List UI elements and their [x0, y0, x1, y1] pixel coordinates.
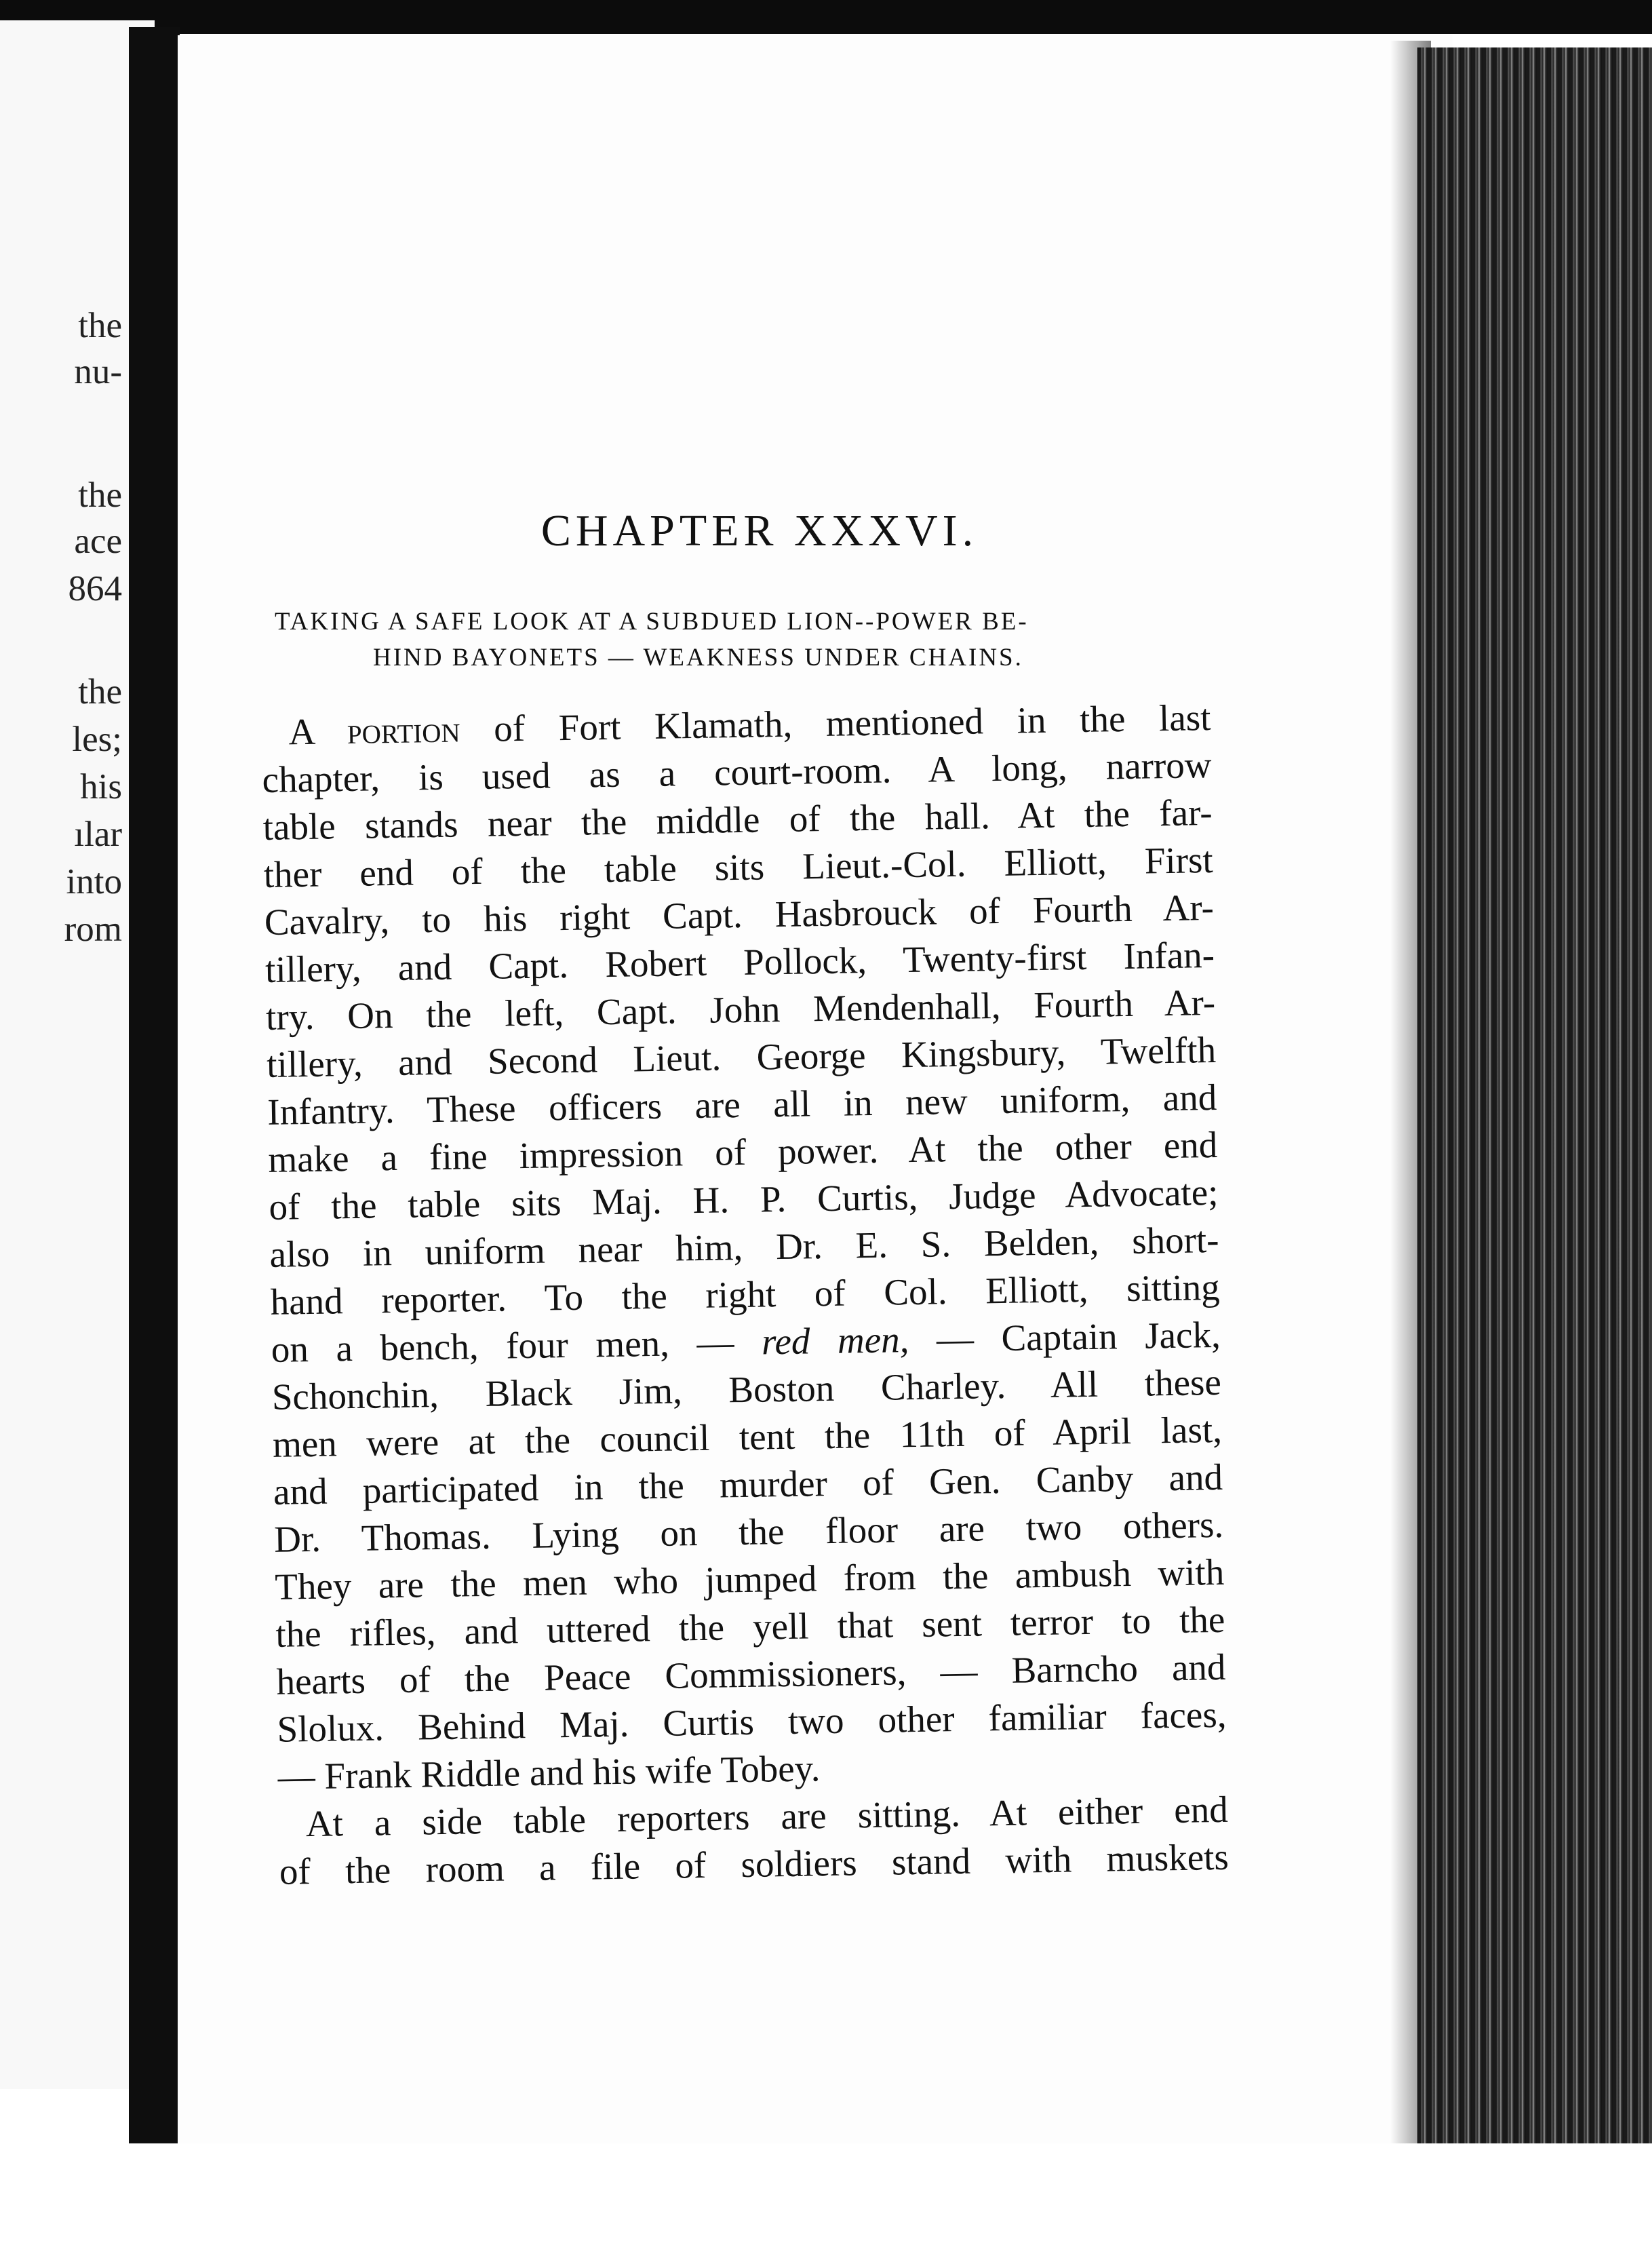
body-line: of the table sits Maj. H. P. Curtis, Judge Advocate; [269, 1171, 1219, 1228]
body-line: make a fine impression of power. At the other end [267, 1123, 1218, 1180]
body-line: and participated in the murder of Gen. Canby and [273, 1456, 1223, 1513]
body-line: They are the men who jumped from the ambush with [274, 1551, 1225, 1608]
body-line: Cavalry, to his right Capt. Hasbrouck of Fourth Ar- [264, 886, 1215, 943]
scan-bottom-margin [0, 2143, 1652, 2256]
book-gutter [129, 27, 180, 2143]
synopsis-line: TAKING A SAFE LOOK AT A SUBDUED LION--POWER BE- [275, 608, 1029, 636]
facing-word: nu- [74, 352, 122, 391]
line-before-italics: on a bench, four men, — [271, 1321, 762, 1370]
body-line: chapter, is used as a court-room. A long, narrow [262, 744, 1212, 800]
italic-phrase: red men, [761, 1319, 909, 1363]
body-line: try. On the left, Capt. John Mendenhall, Fourth Ar- [265, 981, 1216, 1038]
opening-line-rest: of Fort Klamath, mentioned in the last [460, 697, 1211, 750]
body-line: hearts of the Peace Commissioners, — Barncho and [276, 1646, 1226, 1703]
facing-word: les; [72, 720, 122, 759]
body-line: table stands near the middle of the hall. At the far- [262, 791, 1213, 848]
scan-top-border [0, 0, 1652, 34]
facing-word: rom [64, 910, 122, 949]
body-line: At a side table reporters are sitting. At either end [305, 1788, 1229, 1845]
body-line: Schonchin, Black Jim, Boston Charley. All these [271, 1361, 1222, 1418]
body-line: also in uniform near him, Dr. E. S. Belden, short- [269, 1218, 1219, 1275]
facing-word: the [78, 672, 122, 712]
facing-word: into [66, 862, 122, 901]
facing-word: ace [74, 522, 122, 561]
facing-word: the [78, 475, 122, 515]
facing-word: 864 [68, 569, 122, 608]
facing-word: his [80, 767, 122, 806]
body-line: tillery, and Second Lieut. George Kingsbury, Twelfth [266, 1028, 1217, 1085]
synopsis-line: HIND BAYONETS — WEAKNESS UNDER CHAINS. [373, 644, 1023, 672]
page-stack-edges [1417, 47, 1652, 2218]
facing-word: the [78, 306, 122, 345]
chapter-body [261, 694, 1229, 1896]
body-line: Slolux. Behind Maj. Curtis two other familiar faces, [277, 1693, 1227, 1750]
body-line: hand reporter. To the right of Col. Elliott, sitting [270, 1266, 1221, 1323]
chapter-synopsis [275, 607, 1224, 672]
body-line: men were at the council tent the 11th of April last, [272, 1408, 1223, 1465]
body-line: Dr. Thomas. Lying on the floor are two others. [273, 1503, 1224, 1560]
body-line: the rifles, and uttered the yell that sent terror to the [275, 1598, 1225, 1655]
body-line: — Frank Riddle and his wife Tobey. [277, 1747, 821, 1797]
body-line: ther end of the table sits Lieut.-Col. Elliott, First [263, 838, 1214, 895]
body-line: tillery, and Capt. Robert Pollock, Twenty-first Infan- [264, 933, 1215, 990]
line-after-italics: — Captain Jack, [908, 1313, 1221, 1361]
opening-small-caps: A portion [288, 708, 461, 753]
facing-word: ılar [74, 815, 122, 854]
body-line: of the room a file of soldiers stand with muskets [279, 1835, 1230, 1892]
chapter-heading: CHAPTER XXXVI. [540, 506, 979, 556]
body-line: Infantry. These officers are all in new uniform, and [267, 1076, 1217, 1133]
